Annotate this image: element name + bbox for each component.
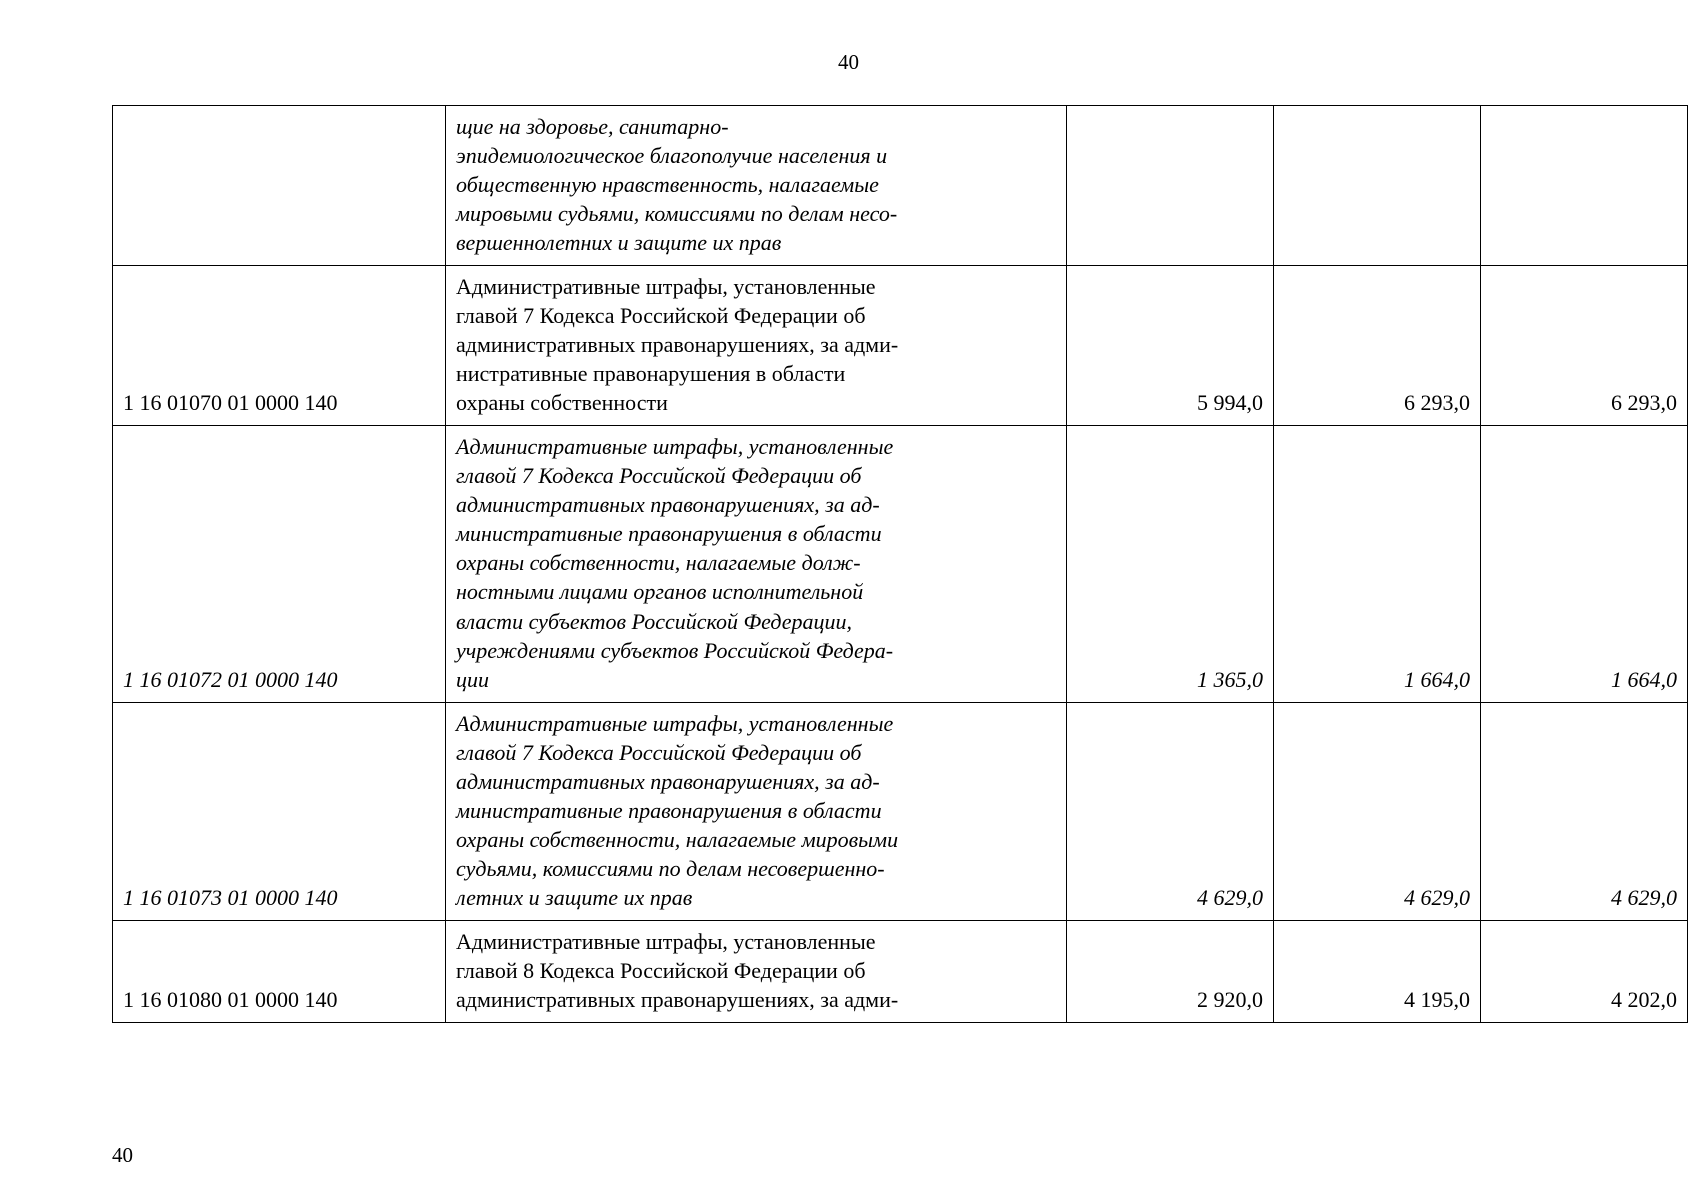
table-row <box>113 702 1688 920</box>
name-line: щие на здоровье, санитарно- <box>456 114 729 139</box>
table-row <box>113 920 1688 1022</box>
name-line: административных правонарушениях, за адми- <box>456 332 899 358</box>
row-name-lines <box>456 272 1056 417</box>
name-line: административных правонарушениях, за адми- <box>456 986 899 1012</box>
name-line: министративные правонарушения в области <box>456 797 882 823</box>
row-value-2: 6 293,0 <box>1274 266 1481 426</box>
name-line: вершеннолетних и защите их прав <box>456 230 782 256</box>
table-row <box>113 426 1688 702</box>
row-name-lines <box>456 927 1056 1014</box>
name-line: эпидемиологическое благополучие населения и <box>456 143 888 169</box>
name-line: министративные правонарушения в области <box>456 521 882 547</box>
name-line: Административные штрафы, установленные <box>456 710 894 736</box>
name-line: мировыми судьями, комиссиями по делам несо- <box>456 201 898 227</box>
row-value-1 <box>1067 106 1274 266</box>
name-line: судьями, комиссиями по делам несовершенно- <box>456 855 885 881</box>
name-line: охраны собственности <box>456 390 668 416</box>
row-value-1: 1 365,0 <box>1067 426 1274 702</box>
row-value-3: 4 202,0 <box>1481 920 1688 1022</box>
name-line: главой 7 Кодекса Российской Федерации об <box>456 463 862 489</box>
page-number-top: 40 <box>838 50 859 74</box>
row-code-cell: 1 16 01073 01 0000 140 <box>113 702 446 920</box>
row-value-3: 6 293,0 <box>1481 266 1688 426</box>
name-line: главой 7 Кодекса Российской Федерации об <box>456 739 862 765</box>
row-value-1: 2 920,0 <box>1067 920 1274 1022</box>
name-line: ции <box>456 666 489 692</box>
row-code-cell: 1 16 01070 01 0000 140 <box>113 266 446 426</box>
name-line: административных правонарушениях, за ад- <box>456 768 880 794</box>
row-value-1: 5 994,0 <box>1067 266 1274 426</box>
table-row <box>113 266 1688 426</box>
name-line: главой 8 Кодекса Российской Федерации об <box>456 957 866 983</box>
row-name-cell <box>446 266 1067 426</box>
row-name-cell <box>446 702 1067 920</box>
row-value-3: 4 629,0 <box>1481 702 1688 920</box>
row-name-lines <box>456 709 1056 912</box>
row-name-lines <box>456 112 1056 257</box>
name-line: Административные штрафы, установленные <box>456 274 876 300</box>
budget-revenue-table <box>112 105 1688 1023</box>
row-value-2: 1 664,0 <box>1274 426 1481 702</box>
table-body <box>113 106 1688 1023</box>
row-code-cell: 1 16 01080 01 0000 140 <box>113 920 446 1022</box>
row-code-cell: 1 16 01072 01 0000 140 <box>113 426 446 702</box>
name-line: власти субъектов Российской Федерации, <box>456 608 853 634</box>
row-value-2: 4 629,0 <box>1274 702 1481 920</box>
name-line: Административные штрафы, установленные <box>456 434 894 460</box>
name-line: нистративные правонарушения в области <box>456 361 846 387</box>
row-name-cell <box>446 920 1067 1022</box>
table-row <box>113 106 1688 266</box>
page-number-bottom: 40 <box>112 1143 133 1167</box>
row-value-1: 4 629,0 <box>1067 702 1274 920</box>
name-line: летних и защите их прав <box>456 884 693 910</box>
name-line: общественную нравственность, налагаемые <box>456 172 879 198</box>
name-line: охраны собственности, налагаемые долж- <box>456 550 861 576</box>
row-value-3 <box>1481 106 1688 266</box>
row-value-2 <box>1274 106 1481 266</box>
name-line: ностными лицами органов исполнительной <box>456 579 864 605</box>
name-line: охраны собственности, налагаемые мировыми <box>456 826 899 852</box>
row-name-cell <box>446 426 1067 702</box>
row-value-3: 1 664,0 <box>1481 426 1688 702</box>
name-line: учреждениями субъектов Российской Федера- <box>456 637 894 663</box>
row-code-cell <box>113 106 446 266</box>
row-name-cell <box>446 106 1067 266</box>
row-value-2: 4 195,0 <box>1274 920 1481 1022</box>
row-name-lines <box>456 432 1056 693</box>
name-line: главой 7 Кодекса Российской Федерации об <box>456 303 866 329</box>
name-line: административных правонарушениях, за ад- <box>456 492 880 518</box>
name-line: Административные штрафы, установленные <box>456 928 876 954</box>
